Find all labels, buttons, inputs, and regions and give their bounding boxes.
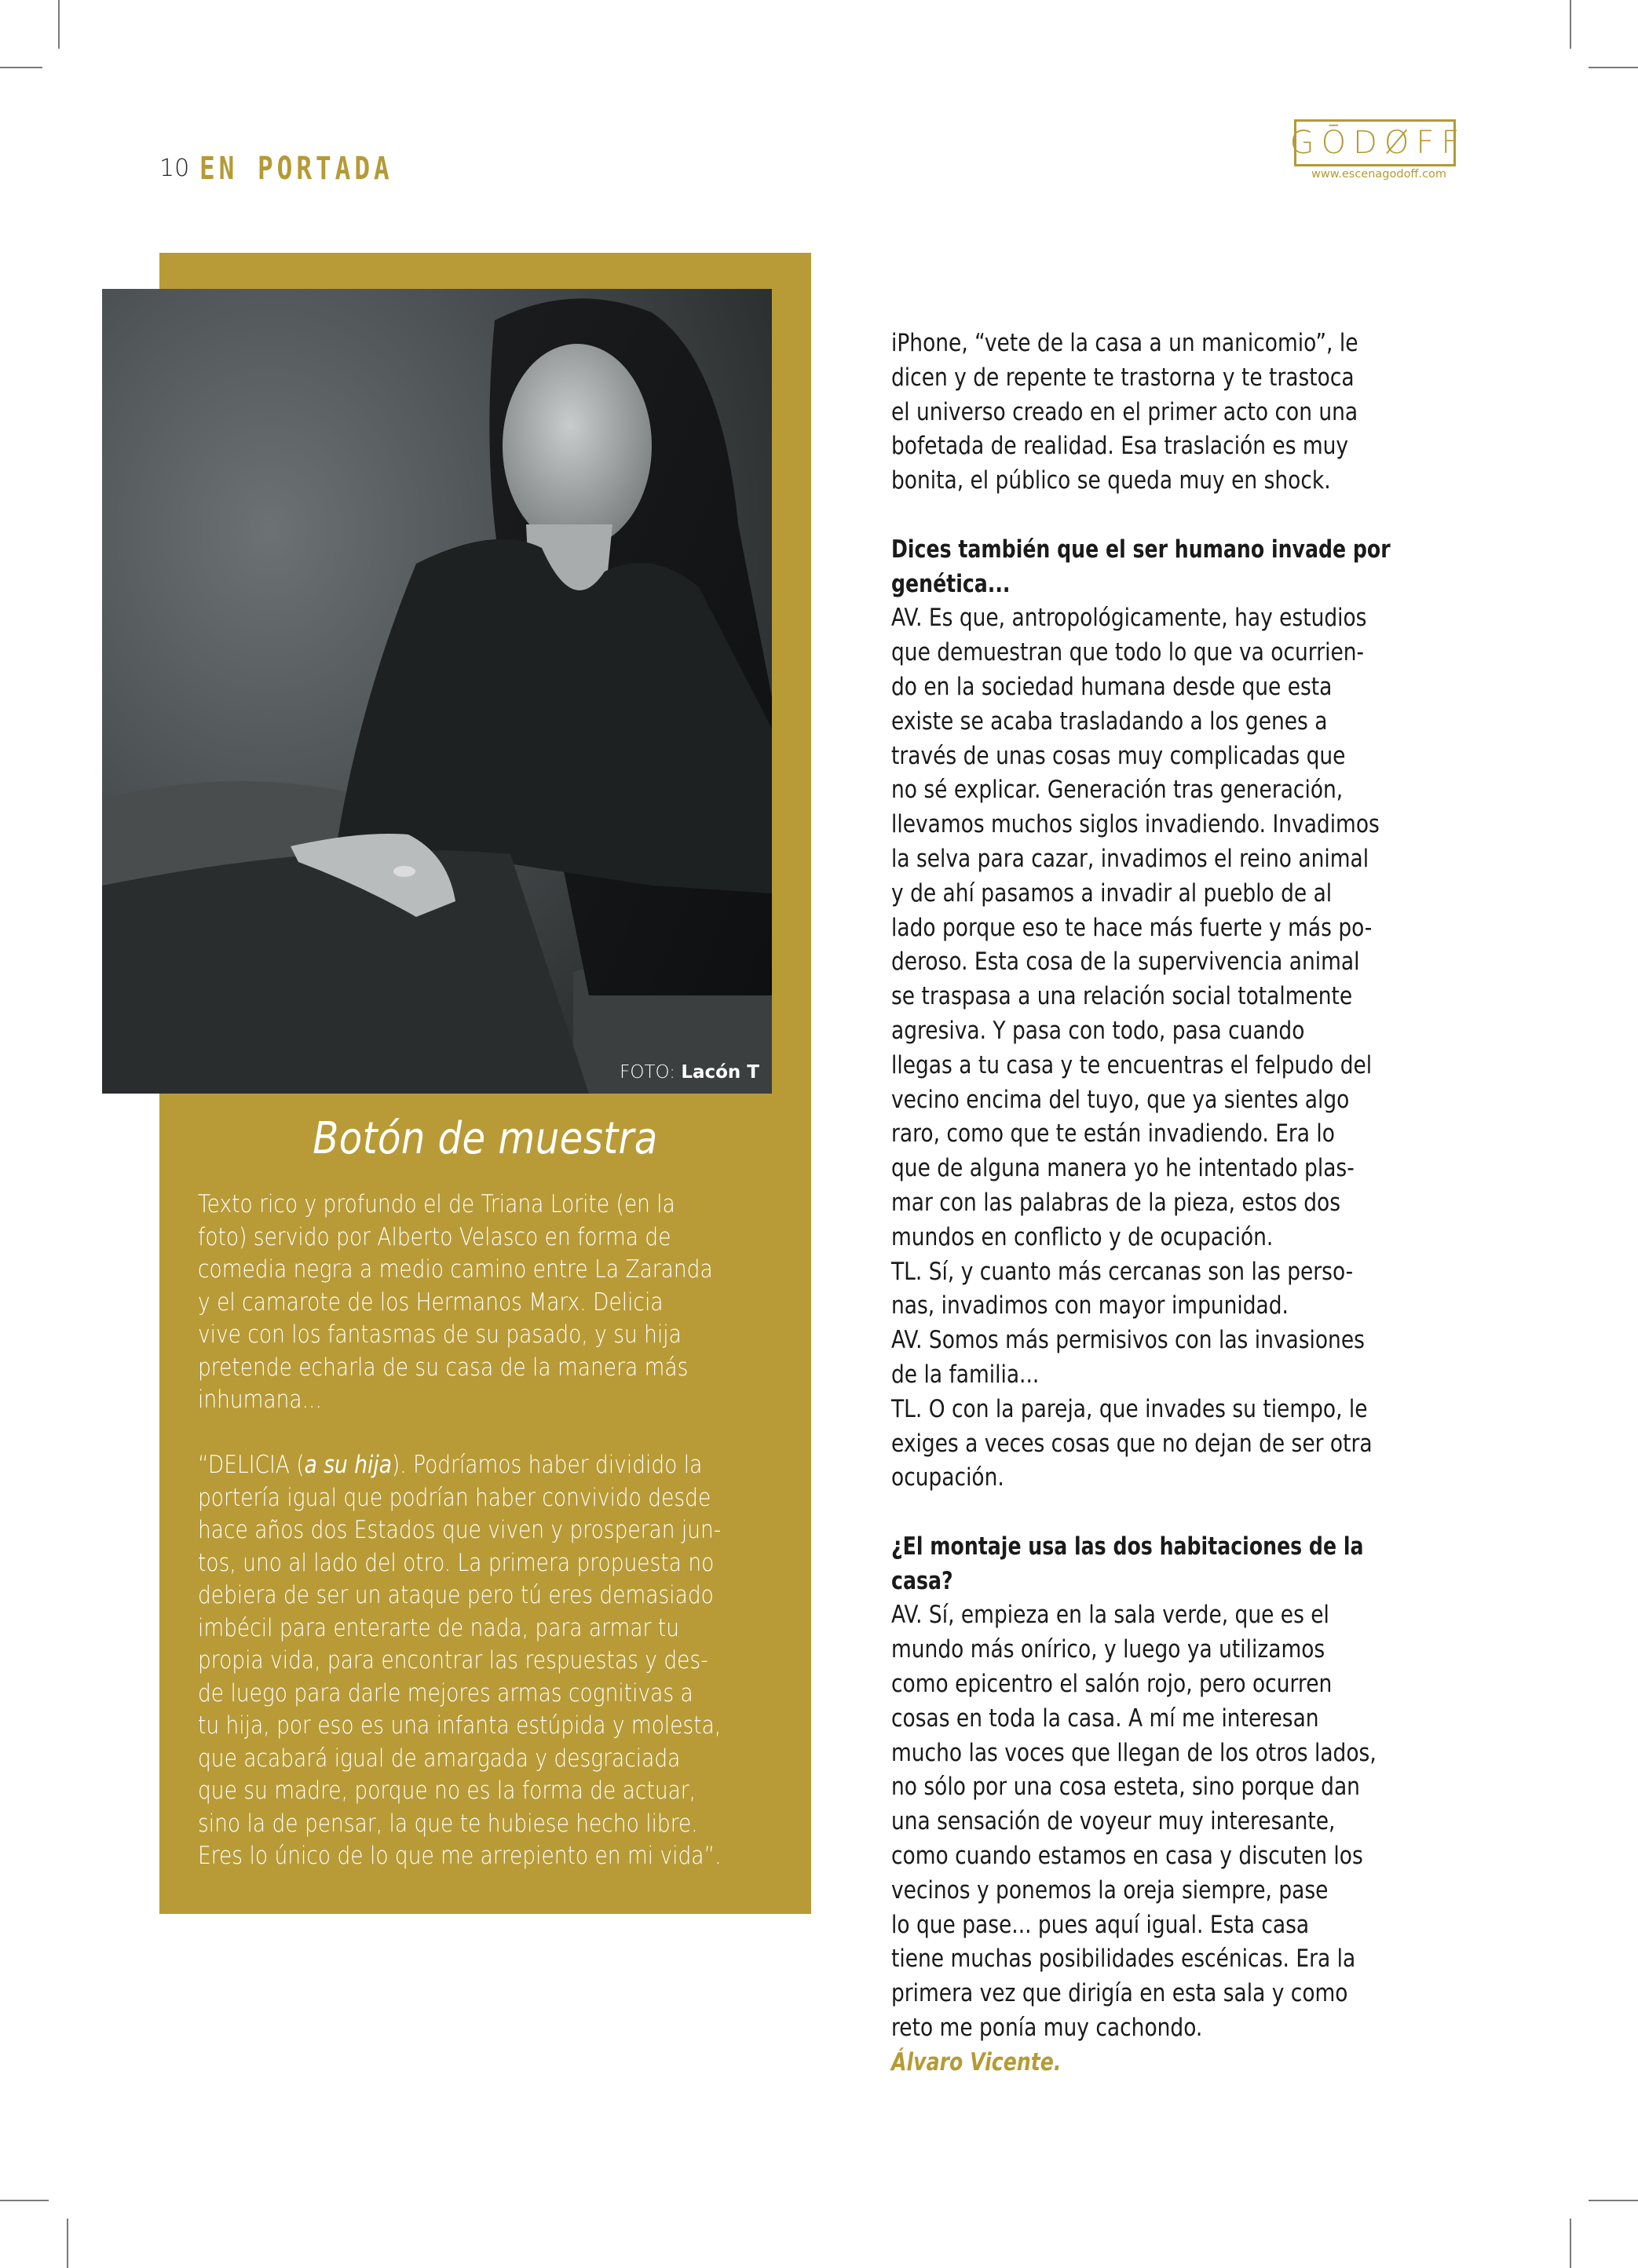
article-line: no sólo por una cosa esteta, sino porque dan: [891, 1773, 1360, 1802]
article-line: mundo más onírico, y luego ya utilizamos: [891, 1635, 1325, 1664]
article-line: lado porque eso te hace más fuerte y más po-: [891, 913, 1373, 942]
box-line: propia vida, para encontrar las respuestas y des-: [198, 1646, 708, 1675]
crop-mark-top-right-vertical: [1570, 0, 1571, 49]
article-line: se traspasa a una relación social totalmente: [891, 982, 1353, 1011]
photo-credit-name: Lacón T: [681, 1062, 759, 1083]
logo-url: www.escenagodoff.com: [1311, 168, 1447, 181]
box-line: vive con los fantasmas de su pasado, y su hija: [198, 1320, 682, 1349]
article-line: agresiva. Y pasa con todo, pasa cuando: [891, 1016, 1305, 1045]
interview-question: Dices también que el ser humano invade por: [891, 535, 1391, 564]
article-line: como cuando estamos en casa y discuten los: [891, 1842, 1363, 1871]
quote-speaker: “DELICIA (: [198, 1451, 305, 1479]
box-line: sino la de pensar, la que te hubiese hecho libre.: [198, 1809, 698, 1838]
sidebar-box-title: Botón de muestra: [313, 1113, 658, 1164]
crop-mark-bottom-right-horizontal: [1589, 2200, 1638, 2201]
box-line: y el camarote de los Hermanos Marx. Delicia: [198, 1287, 664, 1317]
article-line: TL. Sí, y cuanto más cercanas son las perso-: [891, 1257, 1354, 1286]
article-line: vecino encima del tuyo, que ya sientes algo: [891, 1085, 1350, 1114]
article-line: AV. Sí, empieza en la sala verde, que es el: [891, 1601, 1329, 1630]
article-line: bonita, el público se queda muy en shock.: [891, 466, 1331, 495]
section-title: EN PORTADA: [199, 151, 393, 187]
interview-question: casa?: [891, 1566, 953, 1595]
photo-credit: [620, 1062, 759, 1083]
article-line: que de alguna manera yo he intentado plas-: [891, 1154, 1355, 1183]
crop-mark-bottom-left-vertical: [67, 2219, 68, 2268]
crop-mark-bottom-left-horizontal: [0, 2200, 49, 2201]
box-line: debiera de ser un ataque pero tú eres demasiado: [198, 1581, 714, 1609]
box-line: tos, uno al lado del otro. La primera propuesta no: [198, 1548, 715, 1577]
article-line: iPhone, “vete de la casa a un manicomio”, le: [891, 329, 1358, 357]
box-line: foto) servido por Alberto Velasco en forma de: [198, 1222, 671, 1251]
article-line: cosas en toda la casa. A mí me interesan: [891, 1704, 1319, 1733]
face: [503, 344, 652, 548]
box-line: portería igual que podrían haber convivido desde: [198, 1483, 711, 1512]
interview-question: genética...: [891, 569, 1011, 598]
quote-first-line: [198, 1449, 703, 1482]
interview-question: ¿El montaje usa las dos habitaciones de la: [891, 1532, 1364, 1561]
article-column: [891, 327, 1441, 2080]
box-line: de luego para darle mejores armas cognitivas a: [198, 1678, 693, 1707]
article-line: el universo creado en el primer acto con una: [891, 397, 1358, 426]
box-line: comedia negra a medio camino entre La Zaranda: [198, 1255, 713, 1284]
article-line: raro, como que te están invadiendo. Era lo: [891, 1119, 1335, 1149]
article-line: dicen y de repente te trastorna y te trastoca: [891, 363, 1355, 392]
box-line: que su madre, porque no es la forma de actuar,: [198, 1777, 697, 1805]
portrait-photo: [102, 289, 772, 1094]
article-line: ocupación.: [891, 1463, 1004, 1492]
crop-mark-top-left-horizontal: [0, 67, 42, 68]
quote-text: ). Podríamos haber dividido la: [391, 1451, 703, 1479]
box-line: hace años dos Estados que viven y prosperan jun-: [198, 1516, 722, 1544]
article-line: de la familia...: [891, 1360, 1040, 1389]
crop-mark-bottom-right-vertical: [1570, 2219, 1571, 2268]
article-line: como epicentro el salón rojo, pero ocurren: [891, 1670, 1333, 1699]
article-line: llevamos muchos siglos invadiendo. Invadimos: [891, 810, 1380, 839]
article-line: AV. Es que, antropológicamente, hay estudios: [891, 604, 1367, 633]
godoff-logo: [1289, 119, 1467, 166]
article-line: lo que pase... pues aquí igual. Esta casa: [891, 1910, 1310, 1939]
box-line: tu hija, por eso es una infanta estúpida y molesta,: [198, 1711, 722, 1740]
stage-direction: a su hija: [304, 1451, 392, 1479]
crop-mark-top-right-horizontal: [1589, 67, 1638, 68]
article-line: la selva para cazar, invadimos el reino animal: [891, 844, 1369, 873]
article-line: TL. O con la pareja, que invades su tiempo, le: [891, 1394, 1368, 1423]
article-line: mundos en conflicto y de ocupación.: [891, 1222, 1274, 1251]
article-line: que demuestran que todo lo que va ocurrien-: [891, 638, 1365, 667]
article-line: través de unas cosas muy complicadas que: [891, 741, 1346, 770]
article-line: bofetada de realidad. Esa traslación es muy: [891, 432, 1349, 461]
article-line: llegas a tu casa y te encuentras el felpudo del: [891, 1050, 1373, 1079]
box-line: inhumana...: [198, 1386, 322, 1414]
page-number: 10: [159, 155, 190, 182]
article-line: exiges a veces cosas que no dejan de ser otra: [891, 1429, 1373, 1458]
lap: [102, 850, 589, 1094]
author-signature: Álvaro Vicente.: [891, 2047, 1062, 2076]
photo-credit-label: FOTO:: [620, 1062, 675, 1083]
portrait-illustration: [102, 289, 772, 1094]
article-line: AV. Somos más permisivos con las invasiones: [891, 1326, 1365, 1355]
box-line: Eres lo único de lo que me arrepiento en mi vida”.: [198, 1842, 722, 1870]
article-line: reto me ponía muy cachondo.: [891, 2014, 1203, 2043]
article-line: tiene muchas posibilidades escénicas. Era la: [891, 1945, 1356, 1974]
logo-text: GŌDØFF: [1289, 125, 1467, 161]
article-line: primera vez que dirigía en esta sala y como: [891, 1979, 1348, 2008]
box-line: que acabará igual de amargada y desgraciada: [198, 1744, 681, 1773]
box-line: imbécil para enterarte de nada, para armar tu: [198, 1613, 679, 1642]
crop-mark-top-left-vertical: [58, 0, 60, 49]
ring: [393, 866, 415, 877]
article-line: mar con las palabras de la pieza, estos dos: [891, 1188, 1341, 1217]
article-line: una sensación de voyeur muy interesante,: [891, 1807, 1336, 1836]
article-line: existe se acaba trasladando a los genes a: [891, 707, 1328, 736]
article-line: deroso. Esta cosa de la supervivencia animal: [891, 948, 1360, 977]
sidebar-box-body: [198, 1189, 795, 1873]
article-line: no sé explicar. Generación tras generación,: [891, 776, 1344, 805]
article-line: y de ahí pasamos a invadir al pueblo de al: [891, 878, 1333, 908]
box-line: Texto rico y profundo el de Triana Lorite (en la: [198, 1190, 675, 1218]
box-line: pretende echarla de su casa de la manera más: [198, 1353, 689, 1382]
article-line: mucho las voces que llegan de los otros lados,: [891, 1738, 1377, 1767]
article-line: do en la sociedad humana desde que esta: [891, 672, 1333, 701]
article-line: nas, invadimos con mayor impunidad.: [891, 1291, 1289, 1320]
article-line: vecinos y ponemos la oreja siempre, pase: [891, 1875, 1329, 1905]
